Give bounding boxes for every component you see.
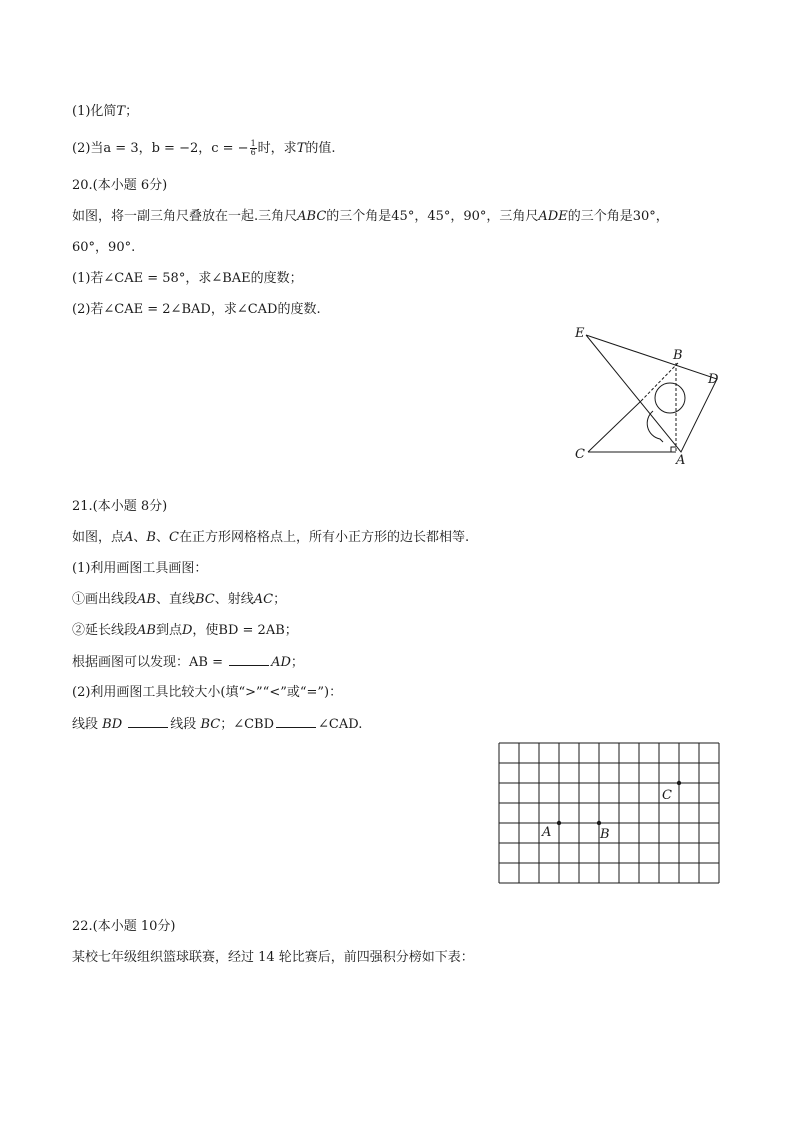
q20-header: 20.(本小题 6分) xyxy=(72,178,168,193)
q20-part2: (2)若∠CAE = 2∠BAD，求∠CAD的度数. xyxy=(72,302,321,317)
q21-part2: (2)利用画图工具比较大小(填“>”“<”或“=”)： xyxy=(72,685,343,700)
right-angle-mark xyxy=(671,447,676,452)
segment-ab-hidden xyxy=(641,363,678,401)
angle-arc-b xyxy=(655,383,685,413)
q21-compare: 线段 BD 线段 BC；∠CBD ∠CAD. xyxy=(72,717,363,732)
q21-part1: (1)利用画图工具画图： xyxy=(72,561,208,576)
answer-blank[interactable] xyxy=(128,715,168,728)
label-d: D xyxy=(708,372,719,387)
label-b: B xyxy=(673,348,683,363)
label-a: A xyxy=(542,825,552,840)
q21-header: 21.(本小题 8分) xyxy=(72,499,168,514)
point-b xyxy=(597,821,601,825)
label-e: E xyxy=(575,326,585,341)
q22-header: 22.(本小题 10分) xyxy=(72,919,176,934)
q19-part2: (2)当a = 3，b = −2，c = − $\frac{1}{6}$ 时，求T的值. xyxy=(72,139,336,157)
fraction: $\frac{1}{6}$ xyxy=(250,139,256,157)
q20-part1: (1)若∠CAE = 58°，求∠BAE的度数； xyxy=(72,271,303,286)
q21-item2: ②延长线段AB到点D，使BD = 2AB； xyxy=(72,623,298,638)
q20-stem-line1: 如图，将一副三角尺叠放在一起.三角尺ABC的三个角是45°，45°，90°，三角尺ADE的三个角是30°， xyxy=(72,209,669,224)
point-c xyxy=(677,781,681,785)
answer-blank[interactable] xyxy=(229,653,269,666)
grid-lines xyxy=(499,743,719,883)
label-c: C xyxy=(575,447,585,462)
label-b: B xyxy=(600,827,610,842)
point-a xyxy=(557,821,561,825)
q21-stem: 如图，点A、B、C在正方形网格格点上，所有小正方形的边长都相等. xyxy=(72,530,470,545)
grid-figure xyxy=(490,736,730,891)
q21-item1: ①画出线段AB、直线BC、射线AC； xyxy=(72,592,287,607)
triangle-figure xyxy=(560,315,730,475)
label-a: A xyxy=(676,453,686,468)
q22-stem: 某校七年级组织篮球联赛，经过 14 轮比赛后，前四强积分榜如下表： xyxy=(72,950,474,965)
answer-blank[interactable] xyxy=(276,715,316,728)
q19-part1: (1)化简T； xyxy=(72,104,139,119)
q21-find: 根据画图可以发现：AB = AD； xyxy=(72,655,304,670)
q20-stem-line2: 60°，90°. xyxy=(72,240,136,255)
segment-c-overlap xyxy=(588,401,641,452)
label-c: C xyxy=(662,788,672,803)
